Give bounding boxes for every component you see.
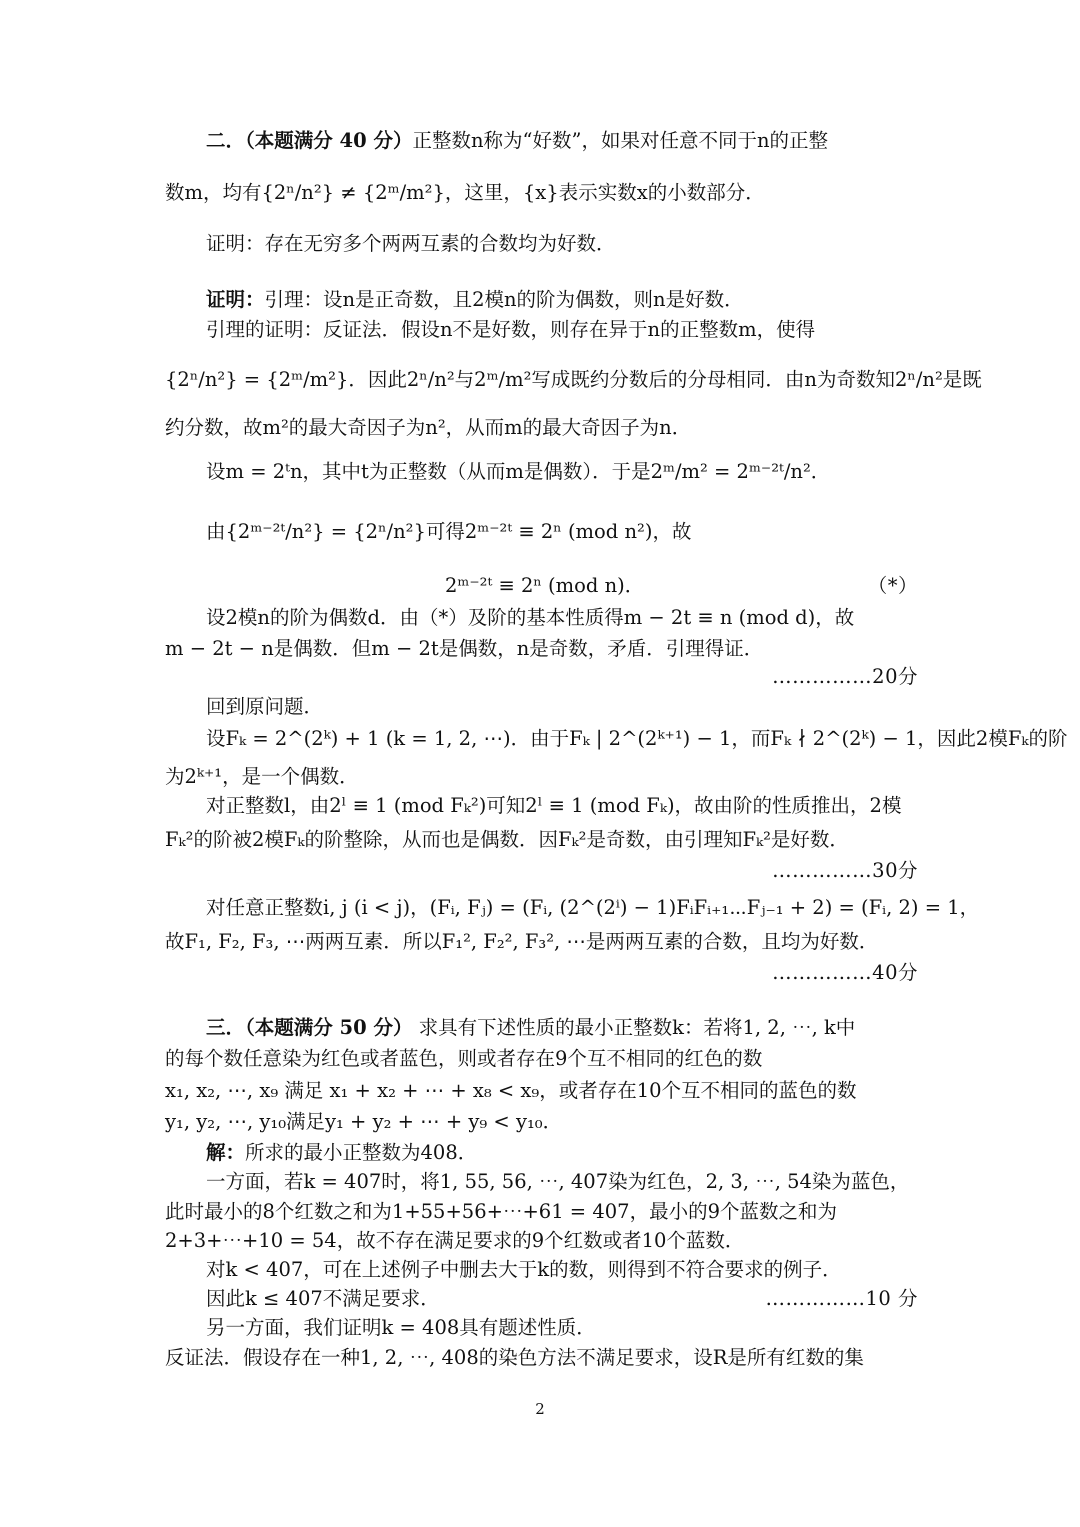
text-line: 回到原问题． bbox=[206, 695, 324, 718]
text-line: 此时最小的8个红数之和为1+55+56+⋯+61 = 407，最小的9个蓝数之和为 bbox=[165, 1200, 837, 1223]
text-line: 证明：存在无穷多个两两互素的合数均为好数． bbox=[206, 232, 616, 255]
text-line: 反证法．假设存在一种1, 2, ⋯, 408的染色方法不满足要求，设R是所有红数的集 bbox=[165, 1346, 864, 1369]
text-line: 设m = 2ᵗn，其中t为正整数（从而m是偶数）．于是2ᵐ/m² = 2ᵐ⁻²ᵗ/n²． bbox=[206, 460, 831, 483]
text-line: 2+3+⋯+10 = 54，故不存在满足要求的9个红数或者10个蓝数． bbox=[165, 1229, 745, 1252]
text-line: 引理的证明：反证法．假设n不是好数，则存在异于n的正整数m，使得 bbox=[206, 318, 816, 341]
text-line: 对任意正整数i, j (i < j)，(Fᵢ, Fⱼ) = (Fᵢ, (2^(2ⁱ) − 1)FᵢFᵢ₊₁⋯Fⱼ₋₁ + 2) = (Fᵢ, 2) = 1， bbox=[206, 896, 980, 919]
score-mark: ……………40分 bbox=[772, 961, 918, 984]
text-line: {2ⁿ/n²} = {2ᵐ/m²}．因此2ⁿ/n²与2ᵐ/m²写成既约分数后的分母相同．由n为奇数知2ⁿ/n²是既 bbox=[165, 368, 982, 391]
text-line: 的每个数任意染为红色或者蓝色，则或者存在9个互不相同的红色的数 bbox=[165, 1047, 763, 1070]
score-mark: ……………20分 bbox=[772, 665, 918, 688]
text-line: 约分数，故m²的最大奇因子为n²，从而m的最大奇因子为n． bbox=[165, 416, 692, 439]
text-line: 对正整数l，由2ˡ ≡ 1 (mod Fₖ²)可知2ˡ ≡ 1 (mod Fₖ)，故由阶的性质推出，2模 bbox=[206, 794, 902, 817]
text-line: 对k < 407，可在上述例子中删去大于k的数，则得到不符合要求的例子． bbox=[206, 1258, 842, 1281]
text-line: 证明：引理：设n是正奇数，且2模n的阶为偶数，则n是好数． bbox=[206, 288, 744, 311]
page-number: 2 bbox=[535, 1400, 545, 1418]
text-line: y₁, y₂, ⋯, y₁₀满足y₁ + y₂ + ⋯ + y₉ < y₁₀． bbox=[165, 1110, 563, 1133]
text-line: m − 2t − n是偶数．但m − 2t是偶数，n是奇数，矛盾．引理得证． bbox=[165, 637, 764, 660]
text-line: 三．（本题满分 50 分） 求具有下述性质的最小正整数k：若将1, 2, ⋯, k中 bbox=[206, 1016, 856, 1039]
text-line: 由{2ᵐ⁻²ᵗ/n²} = {2ⁿ/n²}可得2ᵐ⁻²ᵗ ≡ 2ⁿ (mod n²)，故 bbox=[206, 520, 692, 543]
text-line: 解：所求的最小正整数为408． bbox=[206, 1141, 478, 1164]
text-line: 数m，均有{2ⁿ/n²} ≠ {2ᵐ/m²}，这里，{x}表示实数x的小数部分． bbox=[165, 181, 765, 204]
score-mark: （*） bbox=[867, 574, 918, 597]
text-line: Fₖ²的阶被2模Fₖ的阶整除，从而也是偶数．因Fₖ²是奇数，由引理知Fₖ²是好数． bbox=[165, 828, 849, 851]
text-line: 一方面，若k = 407时，将1, 55, 56, ⋯, 407染为红色，2, 3, ⋯, 54染为蓝色， bbox=[206, 1170, 910, 1193]
text-line: 设Fₖ = 2^(2ᵏ) + 1 (k = 1, 2, ⋯)．由于Fₖ | 2^(2ᵏ⁺¹) − 1，而Fₖ ∤ 2^(2ᵏ) − 1，因此2模Fₖ的阶 bbox=[206, 727, 1068, 750]
text-line: 故F₁, F₂, F₃, ⋯两两互素．所以F₁², F₂², F₃², ⋯是两两互素的合数，且均为好数． bbox=[165, 930, 879, 953]
score-mark: ……………30分 bbox=[772, 859, 918, 882]
text-line: 另一方面，我们证明k = 408具有题述性质． bbox=[206, 1316, 596, 1339]
text-line: x₁, x₂, ⋯, x₉ 满足 x₁ + x₂ + ⋯ + x₈ < x₉，或者存在10个互不相同的蓝色的数 bbox=[165, 1079, 857, 1102]
text-line: 设2模n的阶为偶数d．由（*）及阶的基本性质得m − 2t ≡ n (mod d)，故 bbox=[206, 606, 855, 629]
text-line: 因此k ≤ 407不满足要求． bbox=[206, 1287, 440, 1310]
score-mark: ……………10 分 bbox=[765, 1287, 918, 1310]
text-line: 2ᵐ⁻²ᵗ ≡ 2ⁿ (mod n)． bbox=[445, 574, 645, 597]
text-line: 二．（本题满分 40 分）正整数n称为“好数”，如果对任意不同于n的正整 bbox=[206, 129, 829, 152]
text-line: 为2ᵏ⁺¹，是一个偶数． bbox=[165, 765, 359, 788]
